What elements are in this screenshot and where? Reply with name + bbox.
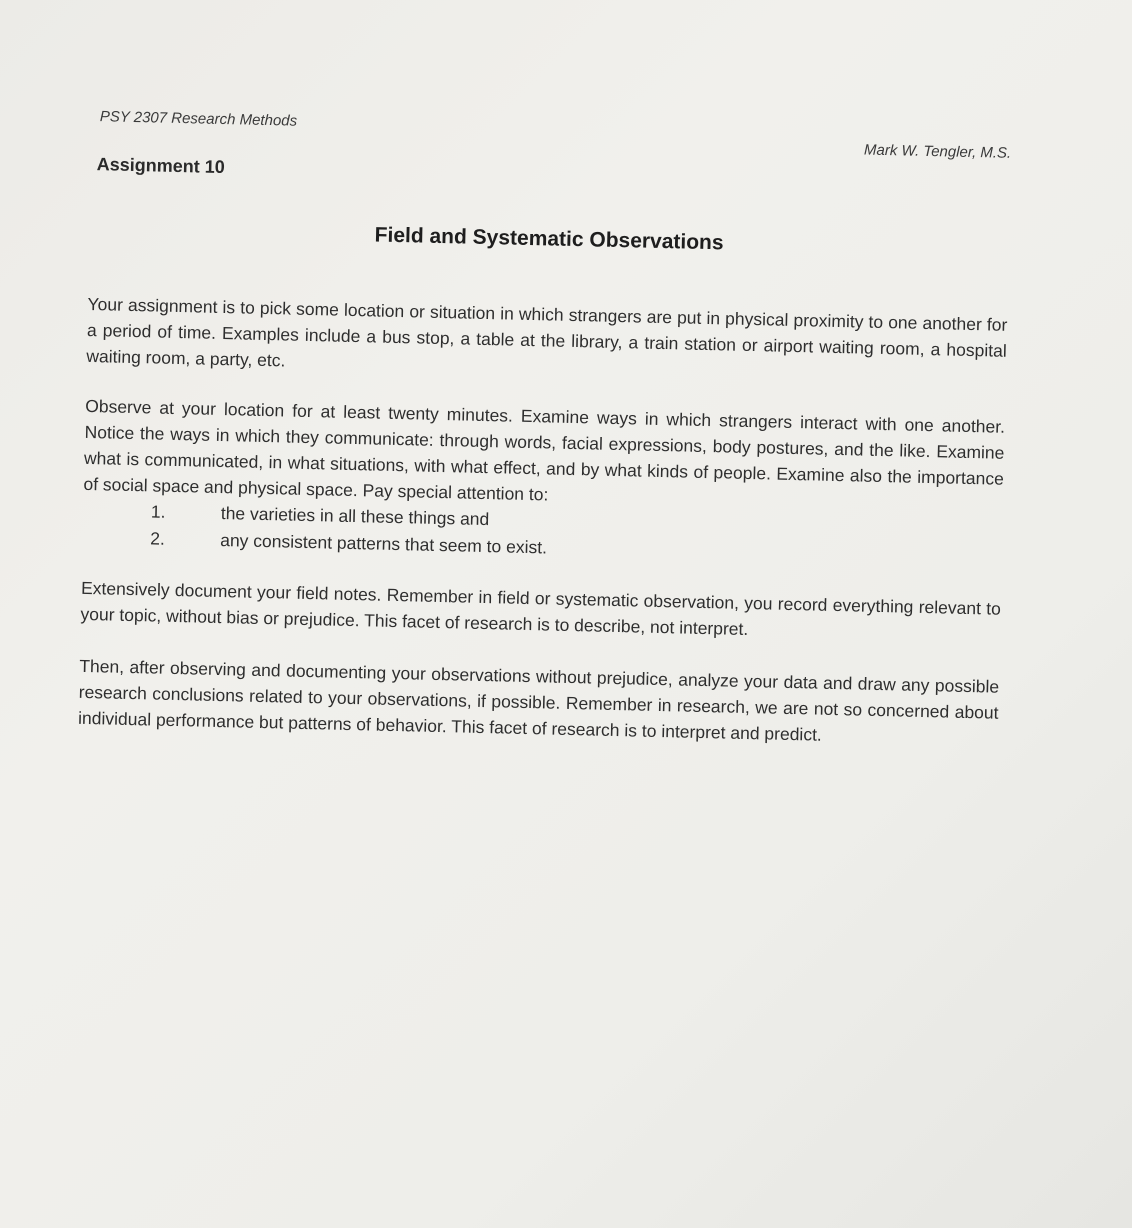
list-item-number: 2. (150, 528, 166, 549)
document-title: Field and Systematic Observations (374, 223, 724, 255)
document-content (78, 108, 1012, 752)
list-item-number: 1. (150, 501, 166, 522)
course-name: PSY 2307 Research Methods (99, 108, 298, 130)
list-item-text: the varieties in all these things and (220, 503, 490, 530)
paragraph-field-notes: Extensively document your field notes. Remember in field or systematic observation, you record everything relevant to your topic, without bias or prejudice. This facet of research is to describe, not interpret. (80, 577, 1002, 640)
assignment-number: Assignment 10 (96, 154, 225, 178)
paragraph-observe: Observe at your location for at least twenty minutes. Examine ways in which strangers interact with one another. Notice the ways in which they communicate: through words, facial expressions, body postures, and the like. Examine what is communicated, in what situations, with what effect, and by what kinds of people. Examine also the importance of social space and physical space. Pay special attention to: (83, 395, 1006, 505)
instructor-name: Mark W. Tengler, M.S. (863, 141, 1012, 162)
document-header (91, 108, 1012, 162)
paragraph-instructions: Your assignment is to pick some location or situation in which strangers are put in physical proximity to one another for a period of time. Examples include a bus stop, a table at the library, a train station or airport waiting room, a hospital waiting room, a party, etc. (86, 293, 1008, 371)
list-item-text: any consistent patterns that seem to exist. (220, 530, 548, 558)
paragraph-analysis: Then, after observing and documenting your observations without prejudice, analyze your data and draw any possible research conclusions related to your observations, if possible. Remember in research, we are not so concerned about individual performance but patterns of behavior. This facet of research is to interpret and predict. (77, 655, 1000, 745)
